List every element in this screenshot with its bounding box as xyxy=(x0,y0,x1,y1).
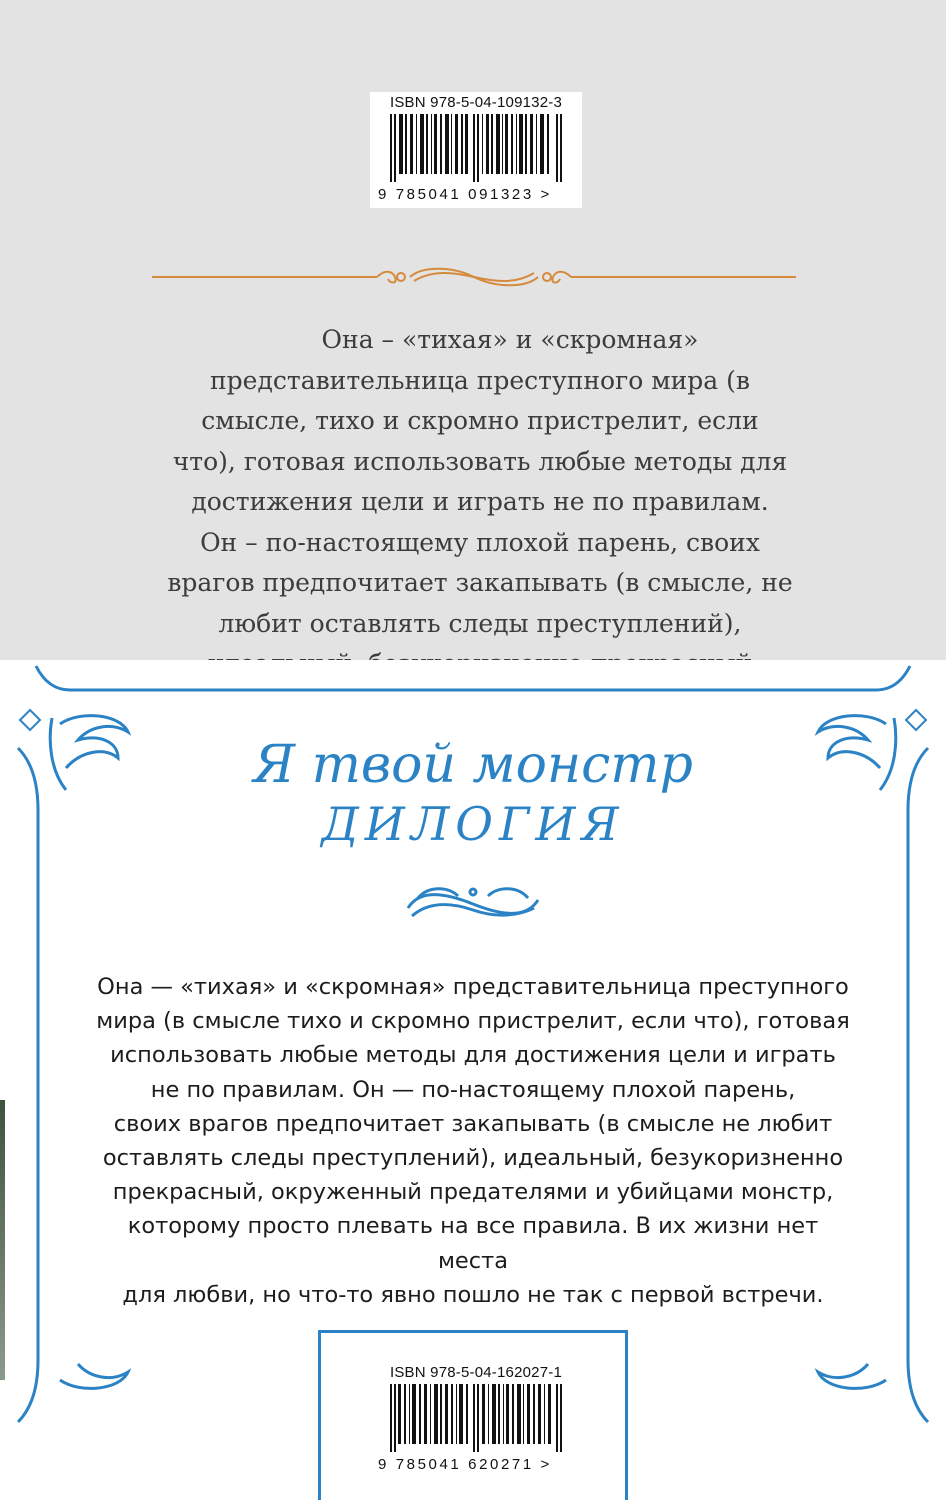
front-text-line: своих врагов предпочитает закапывать (в смысле не любит xyxy=(113,1110,833,1137)
barcode-bottom xyxy=(370,1362,582,1478)
back-text-line: достижения цели и играть не по правилам. xyxy=(191,487,769,516)
front-text-line: использовать любые методы для достижения цели и играть xyxy=(110,1042,836,1069)
page-edge-stripe xyxy=(0,1100,5,1380)
back-text-line: представительница преступного мира (в xyxy=(210,365,750,395)
back-text-line: что), готовая использовать любые методы для xyxy=(172,446,788,476)
back-text-line: смысле, тихо и скромно пристрелит, если xyxy=(201,406,759,435)
ornament-title-divider xyxy=(398,880,548,928)
back-text-line: Она – «тихая» и «скромная» xyxy=(321,325,699,354)
front-text-line: Она — «тихая» и «скромная» представительница преступного xyxy=(97,974,849,1000)
front-text-line: прекрасный, окруженный предателями и убийцами монстр, xyxy=(112,1179,834,1206)
isbn-text-bottom: ISBN 978-5-04-162027-1 xyxy=(389,1364,562,1381)
barcode-top xyxy=(370,92,582,208)
back-text-line: врагов предпочитает закапывать (в смысле, не xyxy=(167,568,793,597)
front-cover-description xyxy=(90,970,856,1312)
barcode-bars-top xyxy=(390,114,564,182)
front-text-line: для любви, но что-то явно пошло не так с первой встречи. xyxy=(122,1281,824,1308)
ornament-divider-top xyxy=(152,262,796,292)
barcode-digits-bottom: 9 785041 620271 > xyxy=(378,1456,552,1473)
back-cover-description xyxy=(120,320,840,685)
back-text-line: любит оставлять следы преступлений), xyxy=(218,608,742,638)
isbn-text-top: ISBN 978-5-04-109132-3 xyxy=(389,94,562,111)
front-text-line: оставлять следы преступлений), идеальный, безукоризненно xyxy=(102,1145,844,1172)
barcode-digits-top: 9 785041 091323 > xyxy=(378,186,552,203)
front-text-line: мира (в смысле тихо и скромно пристрелит, если что), готовая xyxy=(96,1008,850,1035)
barcode-bars-bottom xyxy=(390,1384,564,1452)
front-text-line: не по правилам. Он — по-настоящему плохой парень, xyxy=(150,1076,796,1103)
back-book-cover xyxy=(0,0,946,660)
book-title: Я твой монстр xyxy=(253,735,693,795)
book-subtitle: ДИЛОГИЯ xyxy=(321,797,625,851)
back-text-line: Он – по-настоящему плохой парень, своих xyxy=(200,527,760,557)
front-text-line: которому просто плевать на все правила. В их жизни нет места xyxy=(127,1213,819,1274)
